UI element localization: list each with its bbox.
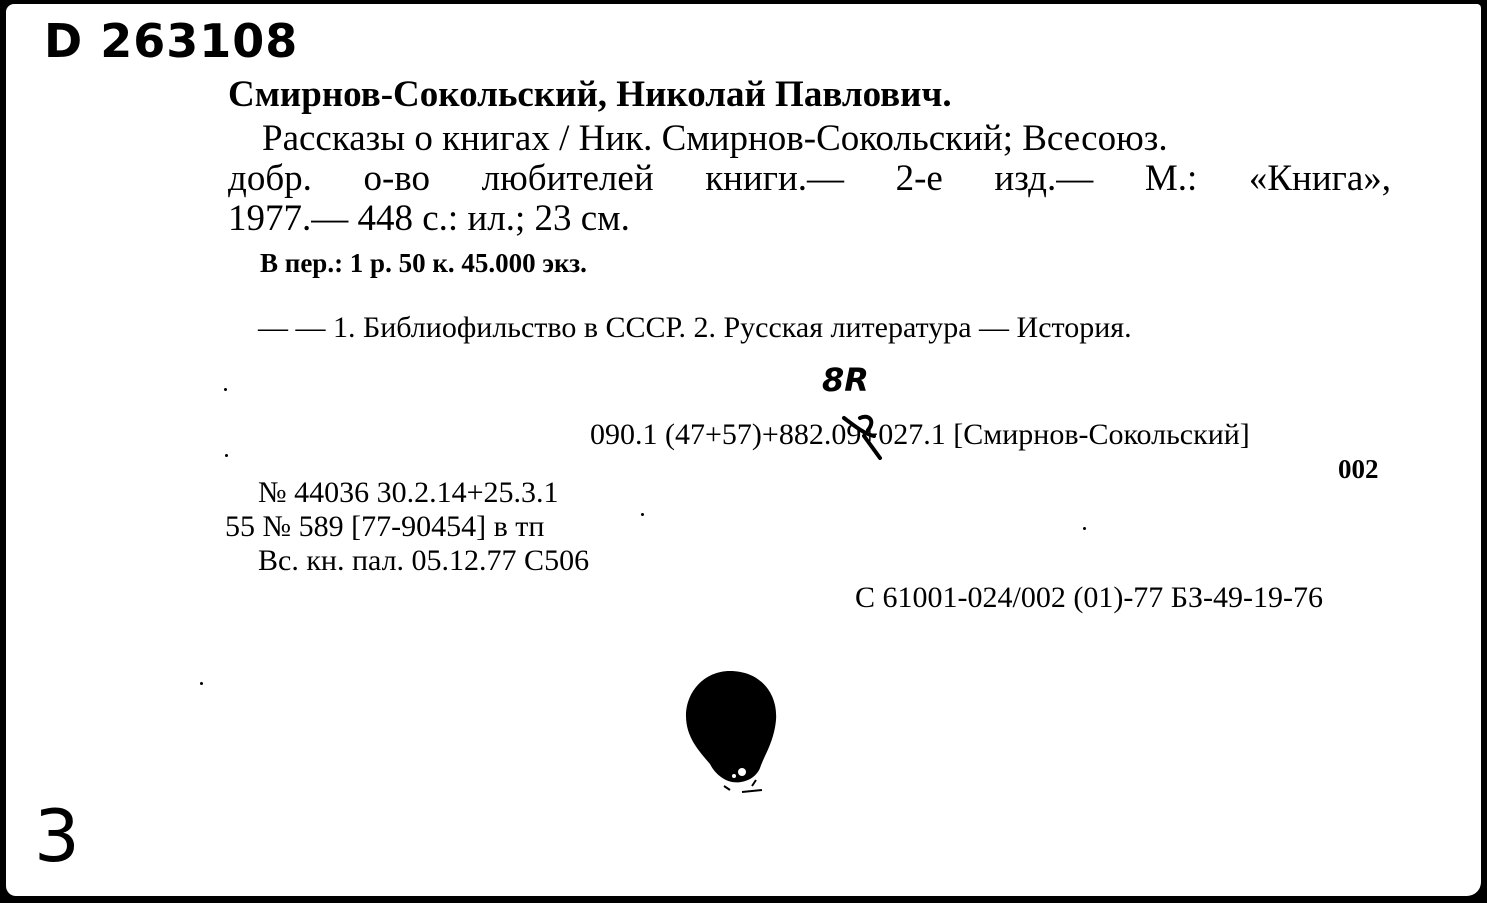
call-number: D 263108 <box>44 14 299 68</box>
card-hole-punch <box>680 668 790 803</box>
registry-line-1: № 44036 30.2.14+25.3.1 <box>258 476 559 509</box>
title-line-2: добр. о-во любителей книги.— 2-е изд.— М.: «Книга», <box>228 158 1391 199</box>
classification-code: 002 <box>1338 454 1379 484</box>
handwritten-number: 3 <box>34 794 80 878</box>
speck <box>224 388 227 391</box>
speck <box>200 682 203 685</box>
registry-line-3: Вс. кн. пал. 05.12.77 С506 <box>258 544 590 577</box>
registry-line-2: 55 № 589 [77-90454] в тп <box>225 510 545 543</box>
speck <box>641 513 644 516</box>
speck <box>1083 527 1086 530</box>
speck <box>225 454 228 457</box>
subject-headings: — — 1. Библиофильство в СССР. 2. Русская литература — История. <box>258 311 1132 344</box>
title-line-3: 1977.— 448 с.: ил.; 23 см. <box>228 198 630 239</box>
price-line: В пер.: 1 р. 50 к. 45.000 экз. <box>260 248 587 278</box>
author-heading: Смирнов-Сокольский, Николай Павлович. <box>228 74 952 115</box>
classification-index: 090.1 (47+57)+882.09+027.1 [Смирнов-Сокольский] <box>590 418 1250 451</box>
handwritten-correction: 8R <box>822 361 869 399</box>
bottom-code: С 61001-024/002 (01)-77 БЗ-49-19-76 <box>855 581 1324 614</box>
title-line-1: Рассказы о книгах / Ник. Смирнов-Сокольский; Всесоюз. <box>262 118 1168 159</box>
